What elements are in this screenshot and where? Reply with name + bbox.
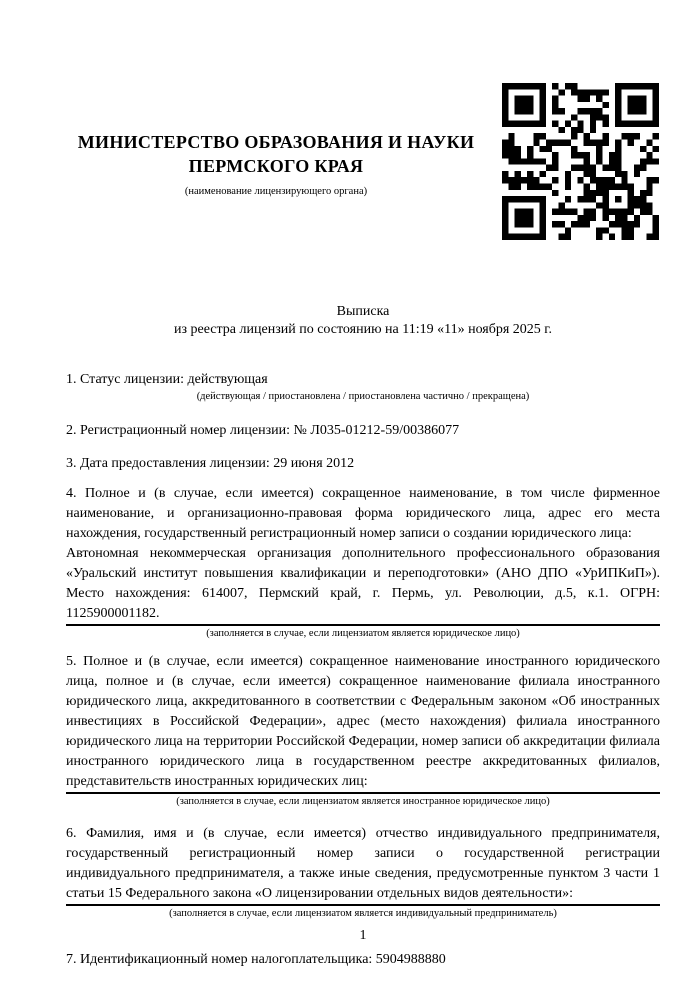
ministry-name-line2: ПЕРМСКОГО КРАЯ [188,156,364,176]
legal-entity-section [66,484,660,626]
document-title [66,303,660,339]
license-grant-date: 3. Дата предоставления лицензии: 29 июня 2012 [66,456,355,471]
legal-entity-caption: (заполняется в случае, если лицензиатом является юридическое лицо) [206,628,520,639]
ministry-name-line1: МИНИСТЕРСТВО ОБРАЗОВАНИЯ И НАУКИ [77,132,475,152]
licensing-authority-header [66,130,486,198]
license-registration-number: 2. Регистрационный номер лицензии: № Л035-01212-59/00386077 [66,423,460,438]
document-body [66,298,660,969]
license-status: 1. Статус лицензии: действующая [66,372,268,387]
license-status-options-caption: (действующая / приостановлена / приостановлена частично / прекращена) [196,391,530,402]
individual-entrepreneur-label: 6. Фамилия, имя и (в случае, если имеется) отчество индивидуального предпринимателя, государственный регистрационный номер записи о государственной регистрации индивидуального предпринимателя, а также иные сведения, предусмотренные пунктом 3 части 1 статьи 15 Федерального закона «О лицензировании отдельных видов деятельности»: [66,826,660,901]
taxpayer-id: 7. Идентификационный номер налогоплательщика: 5904988880 [66,952,446,967]
foreign-entity-caption: (заполняется в случае, если лицензиатом является иностранное юридическое лицо) [176,796,550,807]
page-number: 1 [359,928,367,943]
qr-code-icon [502,83,659,240]
legal-entity-value: Автономная некоммерческая организация дополнительного профессионального образования «Уральский институт повышения квалификации и переподготовки» (АНО ДПО «УрИПКиП»). Место нахождения: 614007, Пермский край, г. Пермь, ул. Революции, д.5, к.1. ОГРН: 1125900001182. [66,546,660,621]
individual-entrepreneur-caption: (заполняется в случае, если лицензиатом является индивидуальный предприниматель) [169,908,557,919]
individual-entrepreneur-section [66,824,660,906]
foreign-entity-label: 5. Полное и (в случае, если имеется) сокращенное наименование иностранного юридического лица, полное и (в случае, если имеется) сокращенное наименование филиала иностранного юридического лица, аккредитованного в соответствии с Федеральным законом «Об иностранных инвестициях в Российской Федерации», адрес (место нахождения) филиала иностранного юридического лица на территории Российской Федерации, номер записи об аккредитации филиала иностранного юридического лица в государственном реестре аккредитованных филиалов, представительств иностранных юридических лиц: [66,654,660,789]
legal-entity-label: 4. Полное и (в случае, если имеется) сокращенное наименование, в том числе фирменное наименование, и организационно-правовая форма юридического лица, адрес его места нахождения, государственный регистрационный номер записи о создании юридического лица: [66,486,660,541]
document-title-line2: из реестра лицензий по состоянию на 11:19 «11» ноября 2025 г. [174,322,552,337]
document-title-line1: Выписка [336,304,390,319]
foreign-entity-section [66,652,660,794]
ministry-caption: (наименование лицензирующего органа) [184,186,368,197]
